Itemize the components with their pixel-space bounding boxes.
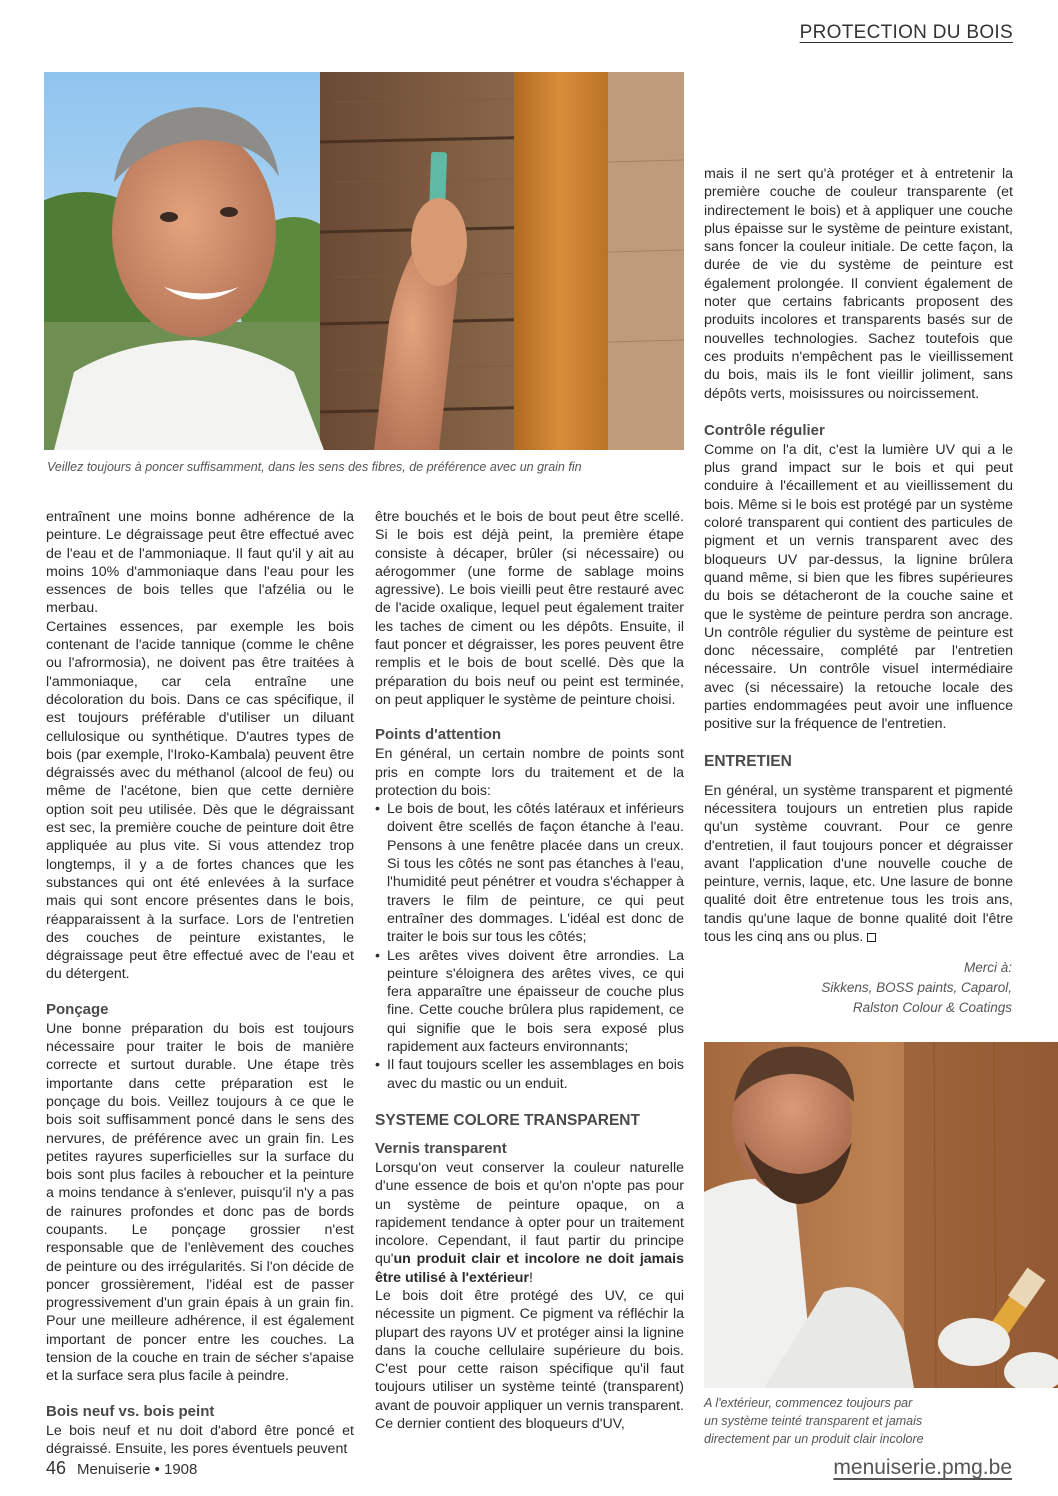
caption-line: A l'extérieur, commencez toujours par: [704, 1396, 913, 1410]
subheading-poncage: Ponçage: [46, 1000, 109, 1018]
list-item: • Les arêtes vives doivent être arrondies. La peinture s'éloignera des arêtes vives, ce qui fera apparaître une épaisseur de couche plus fine. Cette couche brûlera plus rapidement, ce qui signifie que le bois sera exposé plus rapidement aux facteurs environnants;: [375, 947, 684, 1057]
paragraph: [704, 782, 1013, 947]
section-title: PROTECTION DU BOIS: [799, 22, 1013, 43]
text-column-2: [375, 508, 684, 1433]
text-column-1: [46, 508, 354, 1458]
credits-line: Sikkens, BOSS paints, Caparol,: [821, 980, 1012, 995]
subheading-points-attention: Points d'attention: [375, 726, 502, 744]
paragraph: Une bonne préparation du bois est toujours nécessaire pour traiter le bois de manière correcte et surtout durable. Une étape très importante dans cette préparation est le ponçage du bois. Veillez toujours à ce que le bois soit suffisamment poncé dans le sens des nervures, de préférence avec un grain fin. Les petites rayures superficielles sur la surface du bois sont plus faciles à reboucher et la peinture a moins tendance à s'enlever, puisqu'il n'y a pas de rainures profondes et donc pas de bords coupants. Le ponçage grossier n'est responsable que de l'enlèvement des couches de peinture ou des irrégularités. Si l'on décide de poncer grossièrement, l'idéal est de passer progressivement d'un grain épais à un grain fin. Pour une meilleure adhérence, il est également important de poncer entre les couches. La tension de la couche en train de sécher s'apaise et la surface sera plus facile à peindre.: [46, 1020, 354, 1385]
subheading-vernis: Vernis transparent: [375, 1139, 507, 1157]
paragraph: entraînent une moins bonne adhérence de la peinture. Le dégraissage peut être effectué avec de l'eau et de l'ammoniaque. Il faut qu'il y ait au moins 10% d'ammoniaque dans l'eau pour les essences de bois telles que l'afzélia ou le merbau.: [46, 509, 354, 617]
photo-bottom-caption: [704, 1394, 1044, 1448]
paragraph: être bouchés et le bois de bout peut être scellé. Si le bois est déjà peint, la première étape consiste à décaper, brûler (si nécessaire) ou aérogommer (une forme de sablage moins agressive). Le bois vieilli peut être restauré avec de l'acide oxalique, lequel peut également traiter les taches de ciment ou les dépôts. Ensuite, il faut poncer et dégraisser, les pores peuvent être remplis et le bois de bout scellé. Dès que la préparation du bois neuf ou peint est terminée, on peut appliquer le système de peinture choisi.: [375, 509, 684, 708]
photo-painting-wood: [704, 1042, 1058, 1388]
end-mark-icon: [867, 933, 876, 942]
text-span: !: [529, 1269, 533, 1286]
page-number: 46: [46, 1458, 67, 1478]
paragraph: Comme on l'a dit, c'est la lumière UV qui a le plus grand impact sur le bois et qui peut conduire à l'écaillement et au vieillissement du bois. Même si le bois est protégé par un système coloré transparent qui contient des particules de pigment et un vernis transparent avec des bloqueurs UV par-dessus, la lignine brûlera quand même, si bien que les fibres supérieures du bois se détacheront de la couche saine et que le système de peinture perdra son ancrage. Un contrôle régulier du système de peinture est donc nécessaire, complété par l'entretien nécessaire. Un contrôle visuel intermédiaire avec (si nécessaire) la retouche locale des parties endommagées peut avoir une influence positive sur la fréquence de l'entretien.: [704, 441, 1013, 733]
paragraph: mais il ne sert qu'à protéger et à entretenir la première couche de couleur transparente (et indirectement le bois) et à appliquer une couche plus épaisse sur le système de peinture existant, sans foncer la couleur initiale. De cette façon, la durée de vie du système de peinture est également prolongée. Il convient également de noter que certains fabricants proposent des produits incolores et transparents basés sur de nouvelles technologies. Sachez toutefois que ces produits n'empêchent pas le vieillissement du bois, mais ils le font vieillir joliment, sans dépôts verts, moisissures ou noircissement.: [704, 166, 1013, 402]
paragraph: En général, un certain nombre de points sont pris en compte lors du traitement et de la protection du bois:: [375, 746, 684, 799]
section-heading-systeme: SYSTEME COLORE TRANSPARENT: [375, 1111, 640, 1129]
magazine-issue: Menuiserie • 1908: [77, 1461, 198, 1478]
credits-line: Ralston Colour & Coatings: [852, 1000, 1012, 1015]
paragraph: [375, 1159, 684, 1287]
paragraph: Le bois doit être protégé des UV, ce qui nécessite un pigment. Ce pigment va réfléchir la plupart des rayons UV et protéger ainsi la lignine dans la couche cellulaire supérieure du bois. C'est pour cette raison spécifique qu'il faut toujours utiliser un système teinté (transparent) avant de pouvoir appliquer un vernis transparent. Ce dernier contient des bloqueurs d'UV,: [375, 1287, 684, 1433]
credits: [821, 958, 1012, 1018]
paragraph: Certaines essences, par exemple les bois contenant de l'acide tannique (comme le chêne ou l'afrormosia), ne doivent pas être traitées à l'ammoniaque, car cela entraîne une décoloration du bois. Dans ce cas spécifique, il est toujours préférable d'utiliser un diluant cellulosique ou synthétique. D'autres types de bois (par exemple, l'Iroko-Kambala) peuvent être dégraissés avec du méthanol (alcool de feu) ou même de l'acétone, bien que cette dernière option soit peu utilisée. Dès que le dégraissant est sec, la première couche de peinture doit être appliquée au plus vite. Si vous attendez trop longtemps, il y a de fortes chances que les substances qui ont été enlevées à la surface mais qui sont encore présentes dans le bois, réapparaissent à la surface. Lors de l'entretien des couches de peinture existantes, le dégraissage peut être effectué avec de l'eau et du détergent.: [46, 618, 354, 983]
warning-bold-text: un produit clair et incolore ne doit jamais être utilisé à l'extérieur: [375, 1251, 684, 1286]
credits-line: Merci à:: [963, 960, 1012, 975]
caption-line: directement par un produit clair incolore: [704, 1432, 924, 1447]
attention-list: [375, 800, 684, 1093]
section-heading-entretien: ENTRETIEN: [704, 752, 792, 770]
page-footer: [46, 1458, 197, 1479]
photo-sanding-wood: [44, 72, 684, 450]
text-column-3: [704, 165, 1013, 946]
subheading-controle: Contrôle régulier: [704, 421, 825, 439]
paragraph: Le bois neuf et nu doit d'abord être poncé et dégraissé. Ensuite, les pores éventuels peuvent: [46, 1422, 354, 1457]
subheading-bois-neuf: Bois neuf vs. bois peint: [46, 1402, 215, 1420]
website-link[interactable]: menuiserie.pmg.be: [833, 1456, 1012, 1479]
list-item: • Le bois de bout, les côtés latéraux et inférieurs doivent être scellés de façon étanche à l'eau. Pensons à une fenêtre placée dans un creux. Si tous les côtés ne sont pas étanches à l'eau, l'humidité peut pénétrer et voudra s'échapper à travers le film de peinture, ce qui peut entraîner des dommages. L'idéal est donc de traiter le bois sur tous les côtés;: [375, 800, 684, 946]
text-span: Lorsqu'on veut conserver la couleur naturelle d'une essence de bois et qu'on n'opte pas pour un système de peinture opaque, on a rapidement tendance à opter pour un traitement incolore. Cependant, il faut partir du principe qu': [375, 1159, 684, 1268]
list-item: • Il faut toujours sceller les assemblages en bois avec du mastic ou un enduit.: [375, 1056, 684, 1093]
caption-line: un système teinté transparent et jamais: [704, 1414, 923, 1429]
text-span: En général, un système transparent et pigmenté nécessitera toujours un entretien plus rapide qu'un système couvrant. Pour ce genre d'entretien, il faut toujours poncer et dégraisser avant l'application d'une nouvelle couche de peinture, vernis, laque, etc. Une lasure de bonne qualité doit être entretenue tous les trois ans, tandis qu'une laque de bonne qualité doit l'être tous les cinq ans ou plus.: [704, 782, 1013, 945]
photo-top-caption: Veillez toujours à poncer suffisamment, dans les sens des fibres, de préférence avec un grain fin: [47, 460, 582, 474]
